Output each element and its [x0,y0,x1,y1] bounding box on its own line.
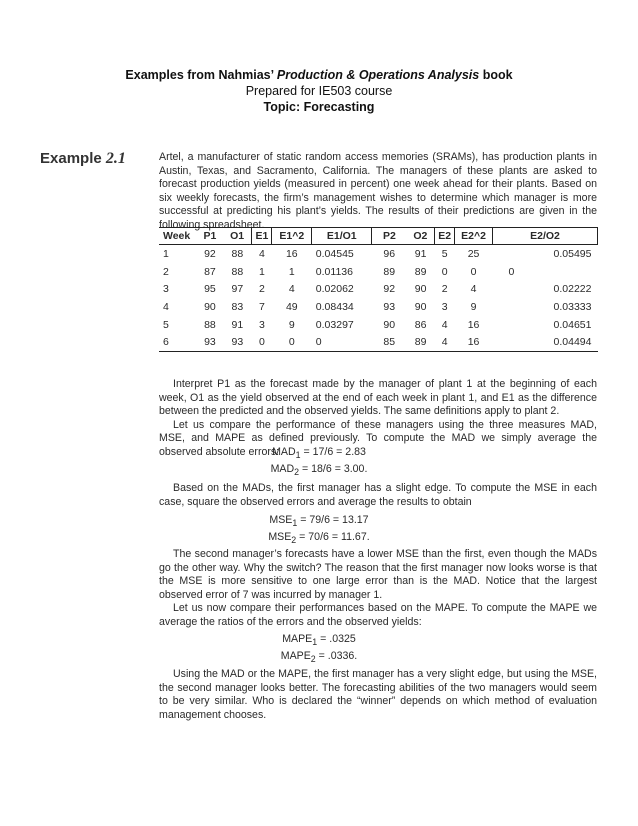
col-o1: O1 [223,228,252,245]
mse2-equation: $MSE_2 = 70/6 = 11.67$. [268,531,370,546]
intro-paragraph: Artel, a manufacturer of static random access memories (SRAMs), has production plants in Austin, Texas, and Sacramento, California. The managers of these plants are asked to forecast production yields (measured in percent) one week ahead for their plants. Based on six weekly forecasts, the firm’s management wishes to determine which manager is more successful at predicting his plant’s yields. The results of their predictions are given in the following spreadsheet. [159,151,597,231]
topic-line: Topic: Forecasting [263,100,375,114]
compare-mad-paragraph: Let us compare the performance of these managers using the three measures MAD, MSE, and MAPE as defined previously. To compute the MAD we simply average the observed absolute errors: [159,418,597,458]
table-header-row [159,228,598,245]
interpret-paragraph: Interpret P1 as the forecast made by the manager of plant 1 at the beginning of each week, O1 as the yield observed at the end of each week in plant 1, and E1 as the difference between the predicted and the observed yields. The same definitions apply to plant 2. Let us compare the performance of these managers using the three measures MAD, MSE, and MAPE as defined previously. To compute the MAD we simply average the observed absolute errors: [159,378,597,458]
col-p2: P2 [372,228,407,245]
table-row: 1 92 88 4 16 0.04545 96 91 5 25 0.05495 [163,247,592,260]
table-row: 2 87 88 1 1 0.01136 89 89 0 0 0 [163,265,515,278]
col-e1-sq: E1^2 [272,228,312,245]
table-row: 3 95 97 2 4 0.02062 92 90 2 4 0.02222 [163,283,592,296]
table-row: 5 88 91 3 9 0.03297 90 86 4 16 0.04651 [163,318,592,331]
mape1-equation: $MAPE_1 = .0325$ [282,633,356,648]
doc-title: Examples from Nahmias’ Production & Operations Analysis book [125,68,513,82]
mape2-equation: $MAPE_2 = .0336$. [280,650,358,665]
forecast-table [159,227,598,352]
based-mads-paragraph: Based on the MADs, the first manager has a slight edge. To compute the MSE in each case, square the observed errors and average the results to obtain [159,482,597,508]
book-title: Production & Operations Analysis [276,68,480,82]
col-e1: E1 [252,228,272,245]
compare-mape-paragraph: Let us now compare their performances based on the MAPE. To compute the MAPE we average the ratios of the errors and the observed yields: [159,602,597,628]
col-e2-sq: E2^2 [455,228,493,245]
col-e1-o1: E1/O1 [312,228,372,245]
conclusion-paragraph: Using the MAD or the MAPE, the first manager has a very slight edge, but using the MSE, the second manager looks better. The forecasting abilities of the two managers would seem to be very similar. Who is declared the “winner” depends on which method of evaluation management chooses. [159,668,597,721]
course-line: Prepared for IE503 course [245,84,393,98]
mad1-equation: $MAD_1 = 17/6 = 2.83$ [272,446,366,461]
mad2-equation: $MAD_2 = 18/6 = 3.00$. [270,463,368,478]
table-row: 4 90 83 7 49 0.08434 93 90 3 9 0.03333 [163,300,592,313]
second-mse-paragraph: The second manager’s forecasts have a lower MSE than the first, even though the MADs go the other way. Why the switch? The reason that the first manager now looks worse is that the MSE is more sensitive to one large error than is the MAD. Notice that the largest observed error of 7 was incurred by manager 1. Let us now compare their performances based on the MAPE. To compute the MAPE we average the ratios of the errors and the observed yields: [159,548,597,628]
col-e2-o2: E2/O2 [493,228,598,245]
col-week: Week [159,228,197,245]
example-label: Example 2.1 [40,150,126,167]
col-p1: P1 [197,228,223,245]
col-o2: O2 [407,228,435,245]
col-e2: E2 [435,228,455,245]
table-row: 6 93 93 0 0 0 85 89 4 16 0.04494 [159,333,598,351]
mse1-equation: $MSE_1 = 79/6 = 13.17$ [269,514,369,529]
